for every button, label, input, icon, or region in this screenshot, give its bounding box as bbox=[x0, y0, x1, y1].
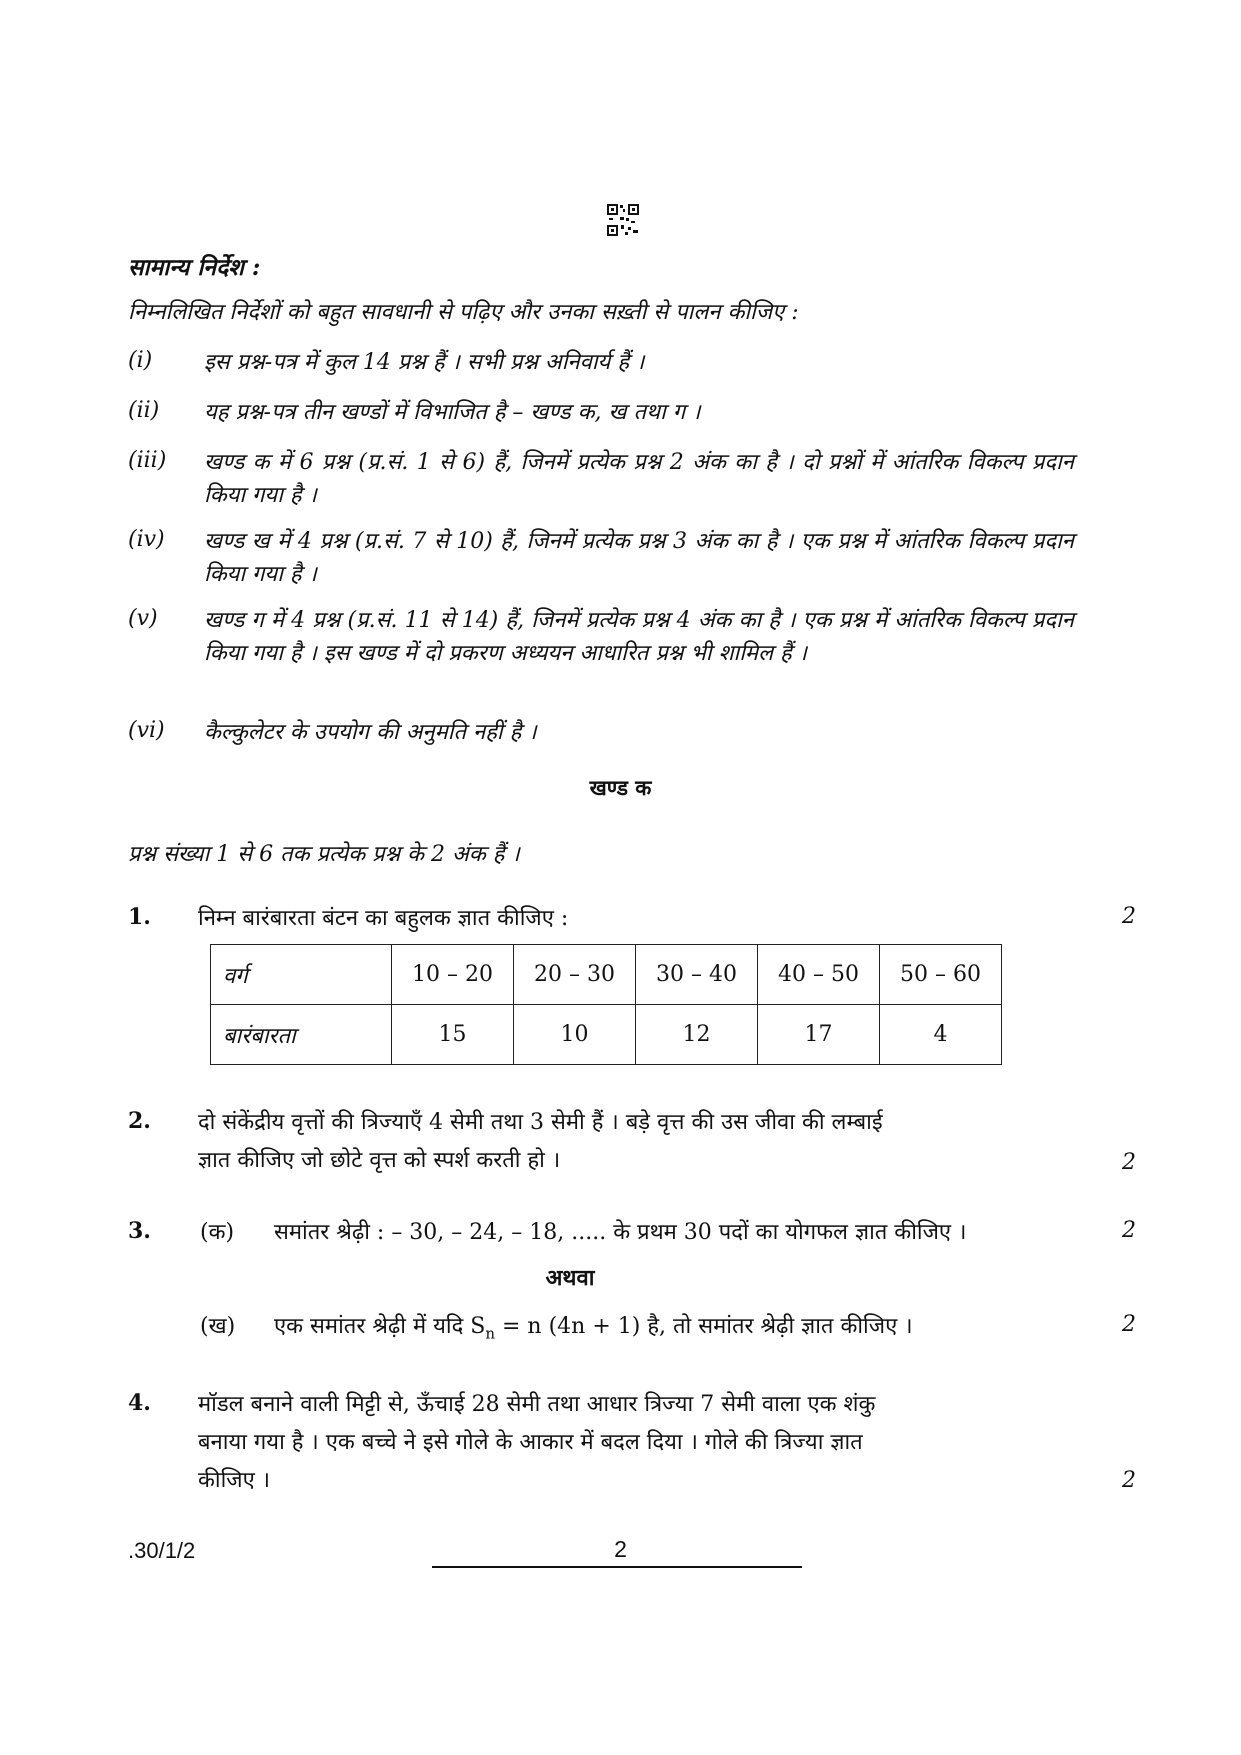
table-cell: 15 bbox=[392, 1005, 514, 1065]
option-text: एक समांतर श्रेढ़ी में यदि $S_n = n$ (4n + 1) है, तो समांतर श्रेढ़ी ज्ञात कीजिए । bbox=[274, 1314, 913, 1343]
table-cell: 50 – 60 bbox=[880, 945, 1002, 1005]
instruction-text: यह प्रश्न-पत्र तीन खण्डों में विभाजित है – खण्ड क, ख तथा ग । bbox=[204, 400, 701, 425]
instructions-intro: निम्नलिखित निर्देशों को बहुत सावधानी से पढ़िए और उनका सख़्ती से पालन कीजिए : bbox=[128, 300, 799, 325]
instruction-text: इस प्रश्न-पत्र में कुल 14 प्रश्न हैं । सभी प्रश्न अनिवार्य हैं । bbox=[204, 350, 645, 375]
section-title: खण्ड क bbox=[589, 775, 652, 800]
question-text-line: ज्ञात कीजिए जो छोटे वृत्त को स्पर्श करती हो । bbox=[198, 1148, 561, 1173]
option-label: (क) bbox=[200, 1220, 235, 1245]
instruction-number: (vi) bbox=[128, 718, 165, 743]
question-marks: 2 bbox=[1122, 1312, 1136, 1337]
table-cell: 10 bbox=[514, 1005, 636, 1065]
section-marks-note: प्रश्न संख्या 1 से 6 तक प्रत्येक प्रश्न के 2 अंक हैं । bbox=[128, 842, 520, 867]
instruction-text: खण्ड ग में 4 प्रश्न (प्र.सं. 11 से 14) हैं, जिनमें प्रत्येक प्रश्न 4 अंक का है । एक प्रश्न में आंतरिक विकल्प प्रदान किया गया है । इस खण्ड में दो प्रकरण अध्ययन आधारित प्रश्न भी शामिल हैं । bbox=[204, 608, 1074, 666]
table-row bbox=[211, 1005, 1002, 1065]
instruction-number: (iii) bbox=[128, 448, 167, 473]
qr-code-icon bbox=[606, 203, 640, 237]
question-marks: 2 bbox=[1122, 1150, 1136, 1175]
table-cell: 20 – 30 bbox=[514, 945, 636, 1005]
question-number: 1. bbox=[128, 904, 151, 930]
instruction-text: कैल्कुलेटर के उपयोग की अनुमति नहीं है । bbox=[204, 720, 537, 745]
option-text: समांतर श्रेढ़ी : – 30, – 24, – 18, ..... के प्रथम 30 पदों का योगफल ज्ञात कीजिए । bbox=[274, 1220, 967, 1245]
instruction-number: (i) bbox=[128, 348, 153, 373]
question-text-line: दो संकेंद्रीय वृत्तों की त्रिज्याएँ 4 सेमी तथा 3 सेमी हैं । बड़े वृत्त की उस जीवा की लम्बाई bbox=[198, 1110, 883, 1135]
instruction-number: (v) bbox=[128, 606, 158, 631]
table-cell: 40 – 50 bbox=[758, 945, 880, 1005]
instruction-number: (ii) bbox=[128, 398, 160, 423]
question-text: निम्न बारंबारता बंटन का बहुलक ज्ञात कीजिए : bbox=[198, 906, 569, 931]
option-label: (ख) bbox=[200, 1314, 236, 1339]
question-text-line: मॉडल बनाने वाली मिट्टी से, ऊँचाई 28 सेमी तथा आधार त्रिज्या 7 सेमी वाला एक शंकु bbox=[198, 1392, 876, 1417]
instructions-heading: सामान्य निर्देश : bbox=[128, 254, 261, 281]
table-cell: 10 – 20 bbox=[392, 945, 514, 1005]
frequency-table bbox=[210, 944, 1002, 1065]
question-number: 4. bbox=[128, 1390, 151, 1416]
question-marks: 2 bbox=[1122, 1218, 1136, 1243]
table-row-label: वर्ग bbox=[211, 945, 392, 1005]
question-text-line: बनाया गया है । एक बच्चे ने इसे गोले के आकार में बदल दिया । गोले की त्रिज्या ज्ञात bbox=[198, 1430, 863, 1455]
instruction-text: खण्ड क में 6 प्रश्न (प्र.सं. 1 से 6) हैं, जिनमें प्रत्येक प्रश्न 2 अंक का है । दो प्रश्नों में आंतरिक विकल्प प्रदान किया गया है । bbox=[204, 450, 1074, 508]
table-cell: 12 bbox=[636, 1005, 758, 1065]
question-text-line: कीजिए । bbox=[198, 1468, 271, 1493]
footer-rule bbox=[432, 1566, 802, 1568]
question-marks: 2 bbox=[1122, 904, 1136, 929]
table-row-label: बारंबारता bbox=[211, 1005, 392, 1065]
or-separator: अथवा bbox=[545, 1265, 595, 1291]
table-cell: 4 bbox=[880, 1005, 1002, 1065]
question-number: 2. bbox=[128, 1108, 151, 1134]
table-cell: 30 – 40 bbox=[636, 945, 758, 1005]
question-number: 3. bbox=[128, 1218, 151, 1244]
instruction-text: खण्ड ख में 4 प्रश्न (प्र.सं. 7 से 10) हैं, जिनमें प्रत्येक प्रश्न 3 अंक का है । एक प्रश्न में आंतरिक विकल्प प्रदान किया गया है । bbox=[204, 529, 1074, 587]
question-marks: 2 bbox=[1122, 1468, 1136, 1493]
page-number: 2 bbox=[614, 1536, 627, 1562]
table-cell: 17 bbox=[758, 1005, 880, 1065]
instruction-number: (iv) bbox=[128, 527, 165, 552]
paper-code: .30/1/2 bbox=[128, 1538, 196, 1563]
table-row bbox=[211, 945, 1002, 1005]
